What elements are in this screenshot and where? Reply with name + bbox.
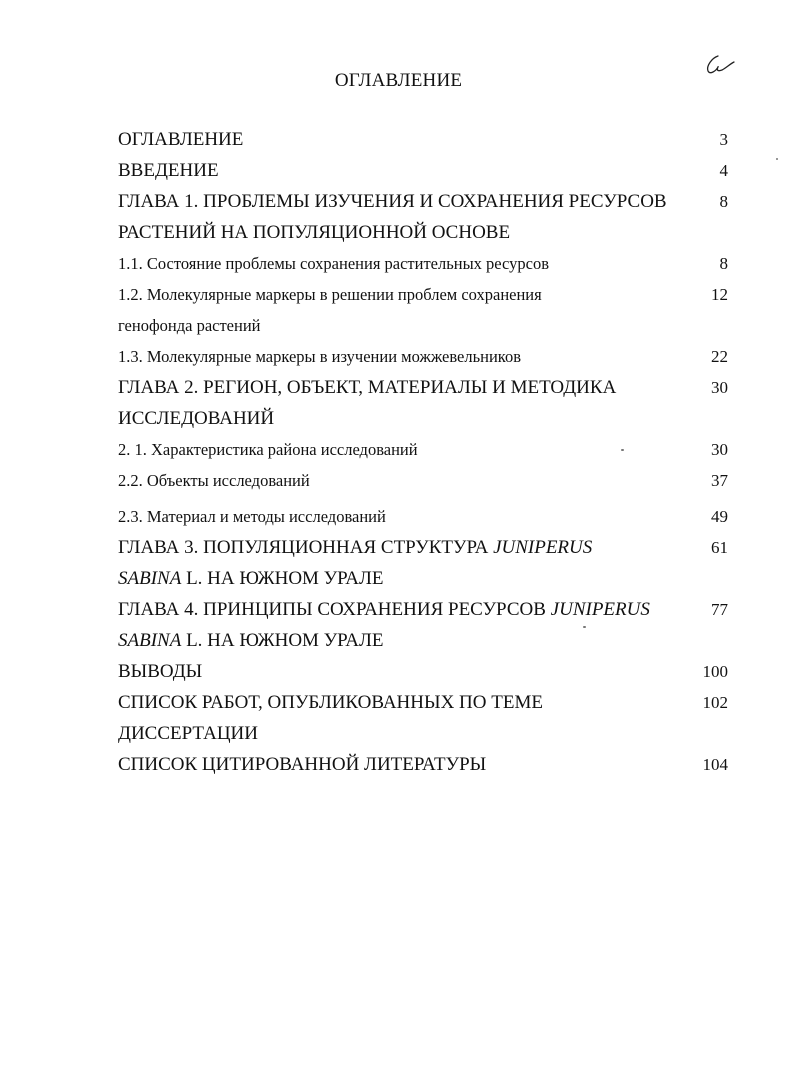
toc-entry-title-text: ГЛАВА 3. ПОПУЛЯЦИОННАЯ СТРУКТУРА [118,537,494,558]
page-title: ОГЛАВЛЕНИЕ [334,70,463,91]
toc-entry-page: 102 [702,693,728,712]
toc-entry [118,594,730,656]
toc-entry-title: 1.1. Состояние проблемы сохранения растительных ресурсов [118,254,550,273]
toc-entry-page: 12 [711,285,728,304]
toc-entry [118,687,730,749]
species-name-epithet: SABINA [118,630,182,651]
toc-entry [118,434,730,465]
toc-entry-title-line1: 1.2. Молекулярные маркеры в решении проблем сохранения [118,285,542,304]
toc-entry [118,279,730,341]
toc-entry-title-line1: ГЛАВА 2. РЕГИОН, ОБЪЕКТ, МАТЕРИАЛЫ И МЕТОДИКА [118,377,617,398]
toc-entry-title: СПИСОК ЦИТИРОВАННОЙ ЛИТЕРАТУРЫ [118,754,487,775]
toc-entry-title-line2 [118,625,670,656]
toc-entry [118,124,730,155]
toc-entry-title: ВЫВОДЫ [118,661,203,682]
scan-speck [776,158,778,160]
toc-entry-title-line2: ДИССЕРТАЦИИ [118,723,258,744]
toc-entry [118,501,730,532]
toc-entry [118,341,730,372]
toc-entry [118,155,730,186]
toc-entry-page: 104 [702,755,728,774]
toc-entry-title: ВВЕДЕНИЕ [118,160,219,181]
toc-entry [118,372,730,434]
table-of-contents [118,124,730,780]
toc-entry-title: 1.3. Молекулярные маркеры в изучении можжевельников [118,347,522,366]
toc-entry-title-text: ГЛАВА 4. ПРИНЦИПЫ СОХРАНЕНИЯ РЕСУРСОВ [118,599,551,620]
toc-entry-page: 8 [719,192,728,211]
toc-entry-title-line1 [118,594,670,625]
toc-entry [118,749,730,780]
toc-entry-page: 37 [711,471,728,490]
toc-entry-title-line1 [118,532,670,563]
species-name-epithet: SABINA [118,568,182,589]
toc-entry-title-line1: СПИСОК РАБОТ, ОПУБЛИКОВАННЫХ ПО ТЕМЕ [118,692,543,713]
toc-entry [118,248,730,279]
toc-entry-page: 61 [711,538,728,557]
toc-entry-title-line2: ИССЛЕДОВАНИЙ [118,408,275,429]
species-name-genus: JUNIPERUS [493,537,593,558]
toc-entry-page: 4 [719,161,728,180]
toc-entry-title: ОГЛАВЛЕНИЕ [118,129,244,150]
toc-entry [118,186,730,248]
toc-entry-title-line1: ГЛАВА 1. ПРОБЛЕМЫ ИЗУЧЕНИЯ И СОХРАНЕНИЯ РЕСУРСОВ [118,191,667,212]
toc-entry-title-text: L. НА ЮЖНОМ УРАЛЕ [181,568,384,589]
toc-entry-title-line2: генофонда растений [118,316,261,335]
toc-entry-page: 100 [702,662,728,681]
toc-entry-title: 2.2. Объекты исследований [118,471,310,490]
toc-entry [118,656,730,687]
toc-entry-page: 22 [711,347,728,366]
species-name-genus: JUNIPERUS [550,599,650,620]
toc-entry [118,532,730,594]
toc-entry-page: 30 [711,378,728,397]
toc-entry-title-line2 [118,563,670,594]
toc-entry-page: 77 [711,600,728,619]
toc-entry-page: 8 [719,254,728,273]
toc-entry-title-line2: РАСТЕНИЙ НА ПОПУЛЯЦИОННОЙ ОСНОВЕ [118,222,511,243]
toc-entry-title: 2.3. Материал и методы исследований [118,507,386,526]
toc-entry-title-text: L. НА ЮЖНОМ УРАЛЕ [181,630,384,651]
toc-entry-page: 30 [711,440,728,459]
toc-entry-page: 3 [719,130,728,149]
toc-entry-title: 2. 1. Характеристика района исследований [118,440,418,459]
toc-entry-page: 49 [711,507,728,526]
toc-entry [118,465,730,496]
